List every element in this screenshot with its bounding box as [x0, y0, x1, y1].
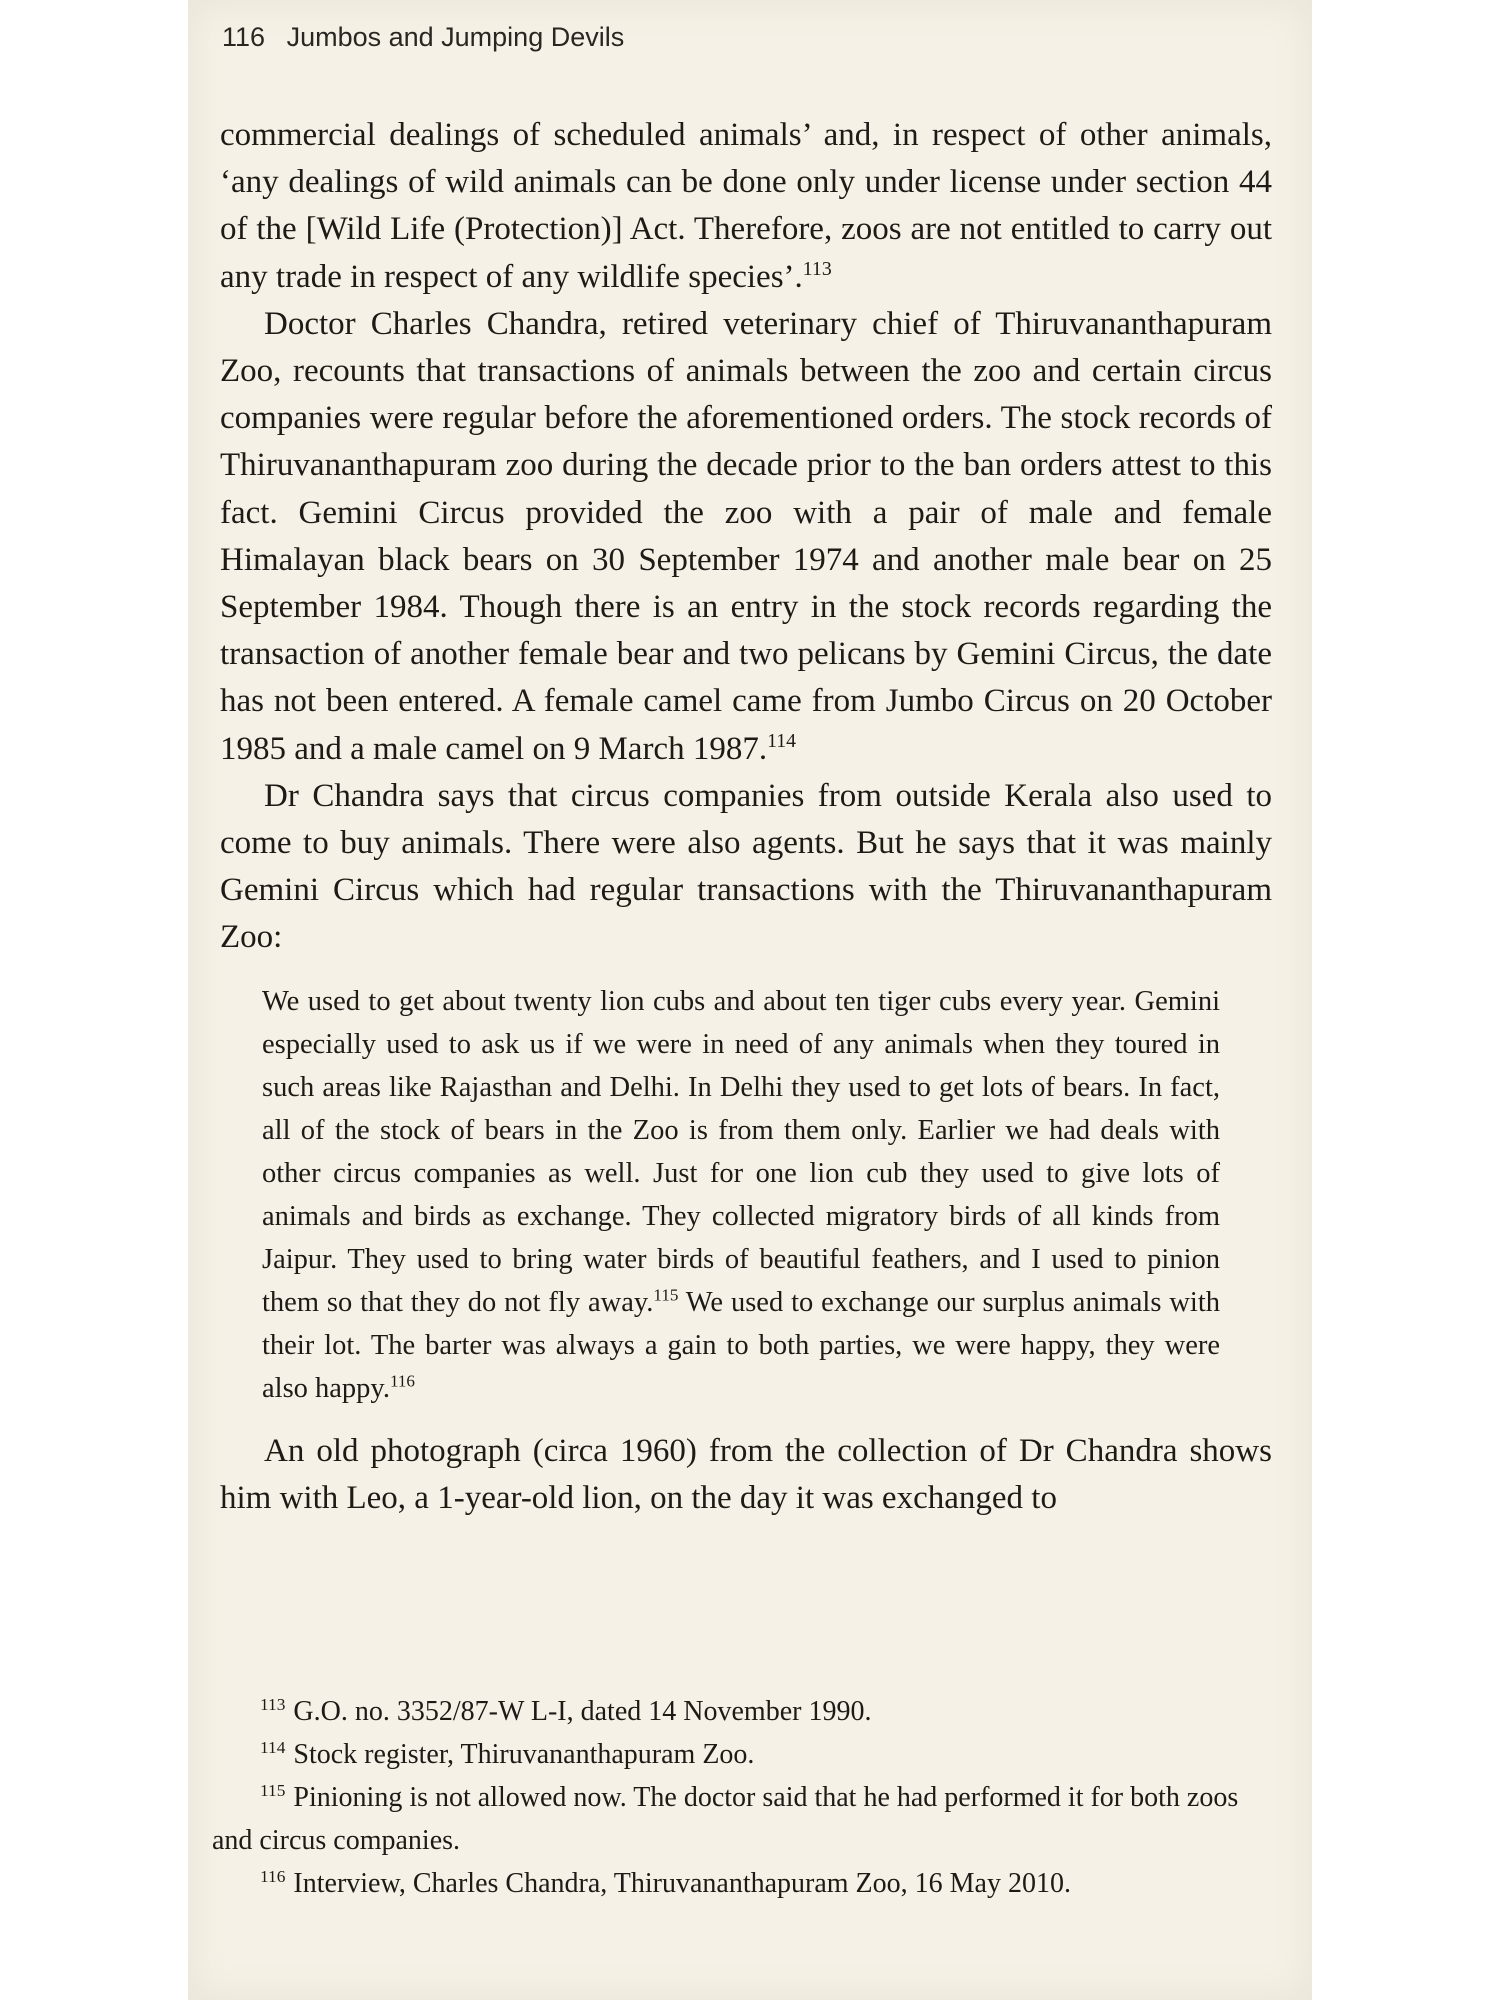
running-title: Jumbos and Jumping Devils: [286, 22, 625, 52]
page-number: 116: [222, 22, 266, 52]
footnote: $^{114}$ Stock register, Thiruvananthapuram Zoo.: [260, 1737, 755, 1770]
footnote-ref: 114: [767, 729, 797, 752]
paragraph: Doctor Charles Chandra, retired veterinary chief of Thiruvananthapuram Zoo, recounts that transactions of animals between the zoo and certain circus companies were regular before the aforementioned orders. The stock records of Thiruvananthapuram zoo during the decade prior to the ban orders attest to this fact. Gemini Circus provided the zoo with a pair of male and female Himalayan black bears on 30 September 1974 and another male bear on 25 September 1984. Though there is an entry in the stock records regarding the transaction of another female bear and two pelicans by Gemini Circus, the date has not been entered. A female camel came from Jumbo Circus on 20 October 1985 and a male camel on 9 March 1987.$^{114}$: [220, 305, 1272, 767]
footnote-ref: 115: [653, 1285, 679, 1305]
footnotes: [212, 1690, 1268, 1905]
paragraph: Dr Chandra says that circus companies from outside Kerala also used to come to buy animals. There were also agents. But he says that it was mainly Gemini Circus which had regular transactions with the Thiruvananthapuram Zoo:: [220, 777, 1272, 956]
running-header: [222, 22, 624, 53]
paragraph: commercial dealings of scheduled animals’ and, in respect of other animals, ‘any dealings of wild animals can be done only under license under section 44 of the [Wild Life (Protection)] Act. Therefore, zoos are not entitled to carry out any trade in respect of any wildlife species’.$^{113}$: [220, 117, 1272, 295]
main-text: [220, 112, 1272, 1522]
block-quote: We used to get about twenty lion cubs and about ten tiger cubs every year. Gemini especially used to ask us if we were in need of any animals when they toured in such areas like Rajasthan and Delhi. In Delhi they used to get lots of bears. In fact, all of the stock of bears in the Zoo is from them only. Earlier we had deals with other circus companies as well. Just for one lion cub they used to give lots of animals and birds as exchange. They collected migratory birds of all kinds from Jaipur. They used to bring water birds of beautiful feathers, and I used to pinion them so that they do not fly away.$^{115}$ We used to exchange our surplus animals with their lot. The barter was always a gain to both parties, we were happy, they were also happy.$^{116}$: [262, 985, 1221, 1404]
footnote: $^{116}$ Interview, Charles Chandra, Thiruvananthapuram Zoo, 16 May 2010.: [260, 1866, 1071, 1899]
paragraph: An old photograph (circa 1960) from the collection of Dr Chandra shows him with Leo, a 1-year-old lion, on the day it was exchanged to: [220, 1432, 1272, 1516]
footnote-ref: 116: [389, 1371, 415, 1391]
footnote-ref: 113: [802, 257, 832, 280]
footnote: $^{113}$ G.O. no. 3352/87-W L-I, dated 14 November 1990.: [260, 1694, 872, 1727]
footnote: $^{115}$ Pinioning is not allowed now. The doctor said that he had performed it for both zoos and circus companies.: [212, 1780, 1239, 1856]
